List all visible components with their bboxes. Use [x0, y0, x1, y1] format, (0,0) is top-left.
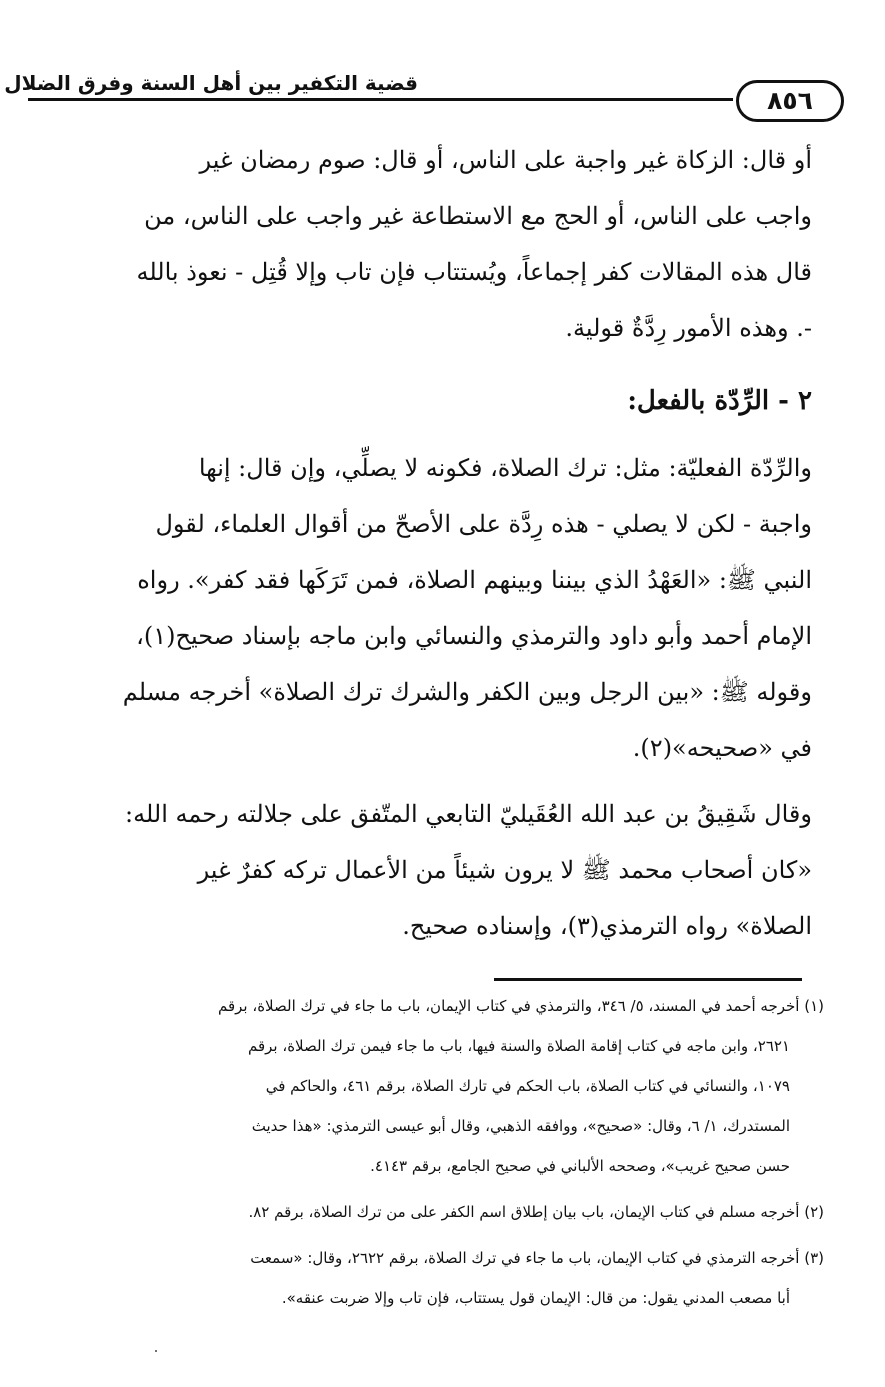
running-title: قضية التكفير بين أهل السنة وفرق الضلال: [4, 71, 418, 95]
footnote-rule: [494, 978, 802, 981]
header-rule: [28, 98, 733, 101]
main-text: [42, 132, 812, 954]
page-header: [4, 62, 856, 128]
main-line-11: وقال شَقِيقُ بن عبد الله العُقَيليّ التابعي المتّفق على جلالته رحمه الله:: [125, 800, 812, 828]
section-heading: ٢ - الرِّدّة بالفعل:: [627, 386, 812, 416]
footnote-line-5: حسن صحيح غريب»، وصححه الألباني في صحيح الجامع، برقم ٤١٤٣.: [370, 1157, 790, 1175]
footnote-line-8: أبا مصعب المدني يقول: من قال: الإيمان قول يستتاب، فإن تاب وإلا ضربت عنقه».: [281, 1289, 790, 1307]
main-line-12: «كان أصحاب محمد ﷺ لا يرون شيئاً من الأعمال تركه كفرٌ غير: [197, 856, 812, 884]
main-line-2: واجب على الناس، أو الحج مع الاستطاعة غير واجب على الناس، من: [144, 202, 812, 230]
main-line-13: الصلاة» رواه الترمذي(٣)، وإسناده صحيح.: [402, 912, 812, 940]
main-line-1: أو قال: الزكاة غير واجبة على الناس، أو قال: صوم رمضان غير: [199, 146, 812, 174]
page-number: ٨٥٦: [736, 80, 844, 122]
main-line-6: واجبة - لكن لا يصلي - هذه رِدَّة على الأصحّ من أقوال العلماء، لقول: [155, 510, 812, 538]
main-line-3: قال هذه المقالات كفر إجماعاً، ويُستتاب فإن تاب وإلا قُتِل - نعوذ بالله: [136, 258, 812, 286]
footnote-line-3: ١٠٧٩، والنسائي في كتاب الصلاة، باب الحكم في تارك الصلاة، برقم ٤٦١، والحاكم في: [265, 1077, 790, 1095]
main-line-8: الإمام أحمد وأبو داود والترمذي والنسائي وابن ماجه بإسناد صحيح(١)،: [136, 622, 812, 650]
print-dot: [155, 1350, 157, 1352]
footnote-line-6: (٢) أخرجه مسلم في كتاب الإيمان، باب بيان إطلاق اسم الكفر على من ترك الصلاة، برقم ٨٢.: [248, 1203, 824, 1221]
footnote-line-7: (٣) أخرجه الترمذي في كتاب الإيمان، باب ما جاء في ترك الصلاة، برقم ٢٦٢٢، وقال: «سمعت: [250, 1249, 824, 1267]
main-line-5: والرِّدّة الفعليّة: مثل: ترك الصلاة، فكونه لا يصلِّي، وإن قال: إنها: [198, 454, 812, 482]
main-line-4: -. وهذه الأمور رِدَّةٌ قولية.: [565, 314, 812, 342]
footnotes: [36, 986, 824, 1318]
footnote-line-4: المستدرك، ١/ ٦، وقال: «صحيح»، ووافقه الذهبي، وقال أبو عيسى الترمذي: «هذا حديث: [251, 1117, 790, 1135]
footnote-line-2: ٢٦٢١، وابن ماجه في كتاب إقامة الصلاة والسنة فيها، باب ما جاء فيمن ترك الصلاة، برقم: [247, 1037, 790, 1055]
main-line-10: في «صحيحه»(٢).: [632, 734, 812, 762]
main-line-9: وقوله ﷺ: «بين الرجل وبين الكفر والشرك ترك الصلاة» أخرجه مسلم: [122, 678, 812, 706]
main-line-7: النبي ﷺ: «العَهْدُ الذي بيننا وبينهم الصلاة، فمن تَرَكَها فقد كفر». رواه: [137, 566, 812, 594]
footnote-line-1: (١) أخرجه أحمد في المسند، ٥/ ٣٤٦، والترمذي في كتاب الإيمان، باب ما جاء في ترك الصلاة، برقم: [217, 997, 824, 1015]
